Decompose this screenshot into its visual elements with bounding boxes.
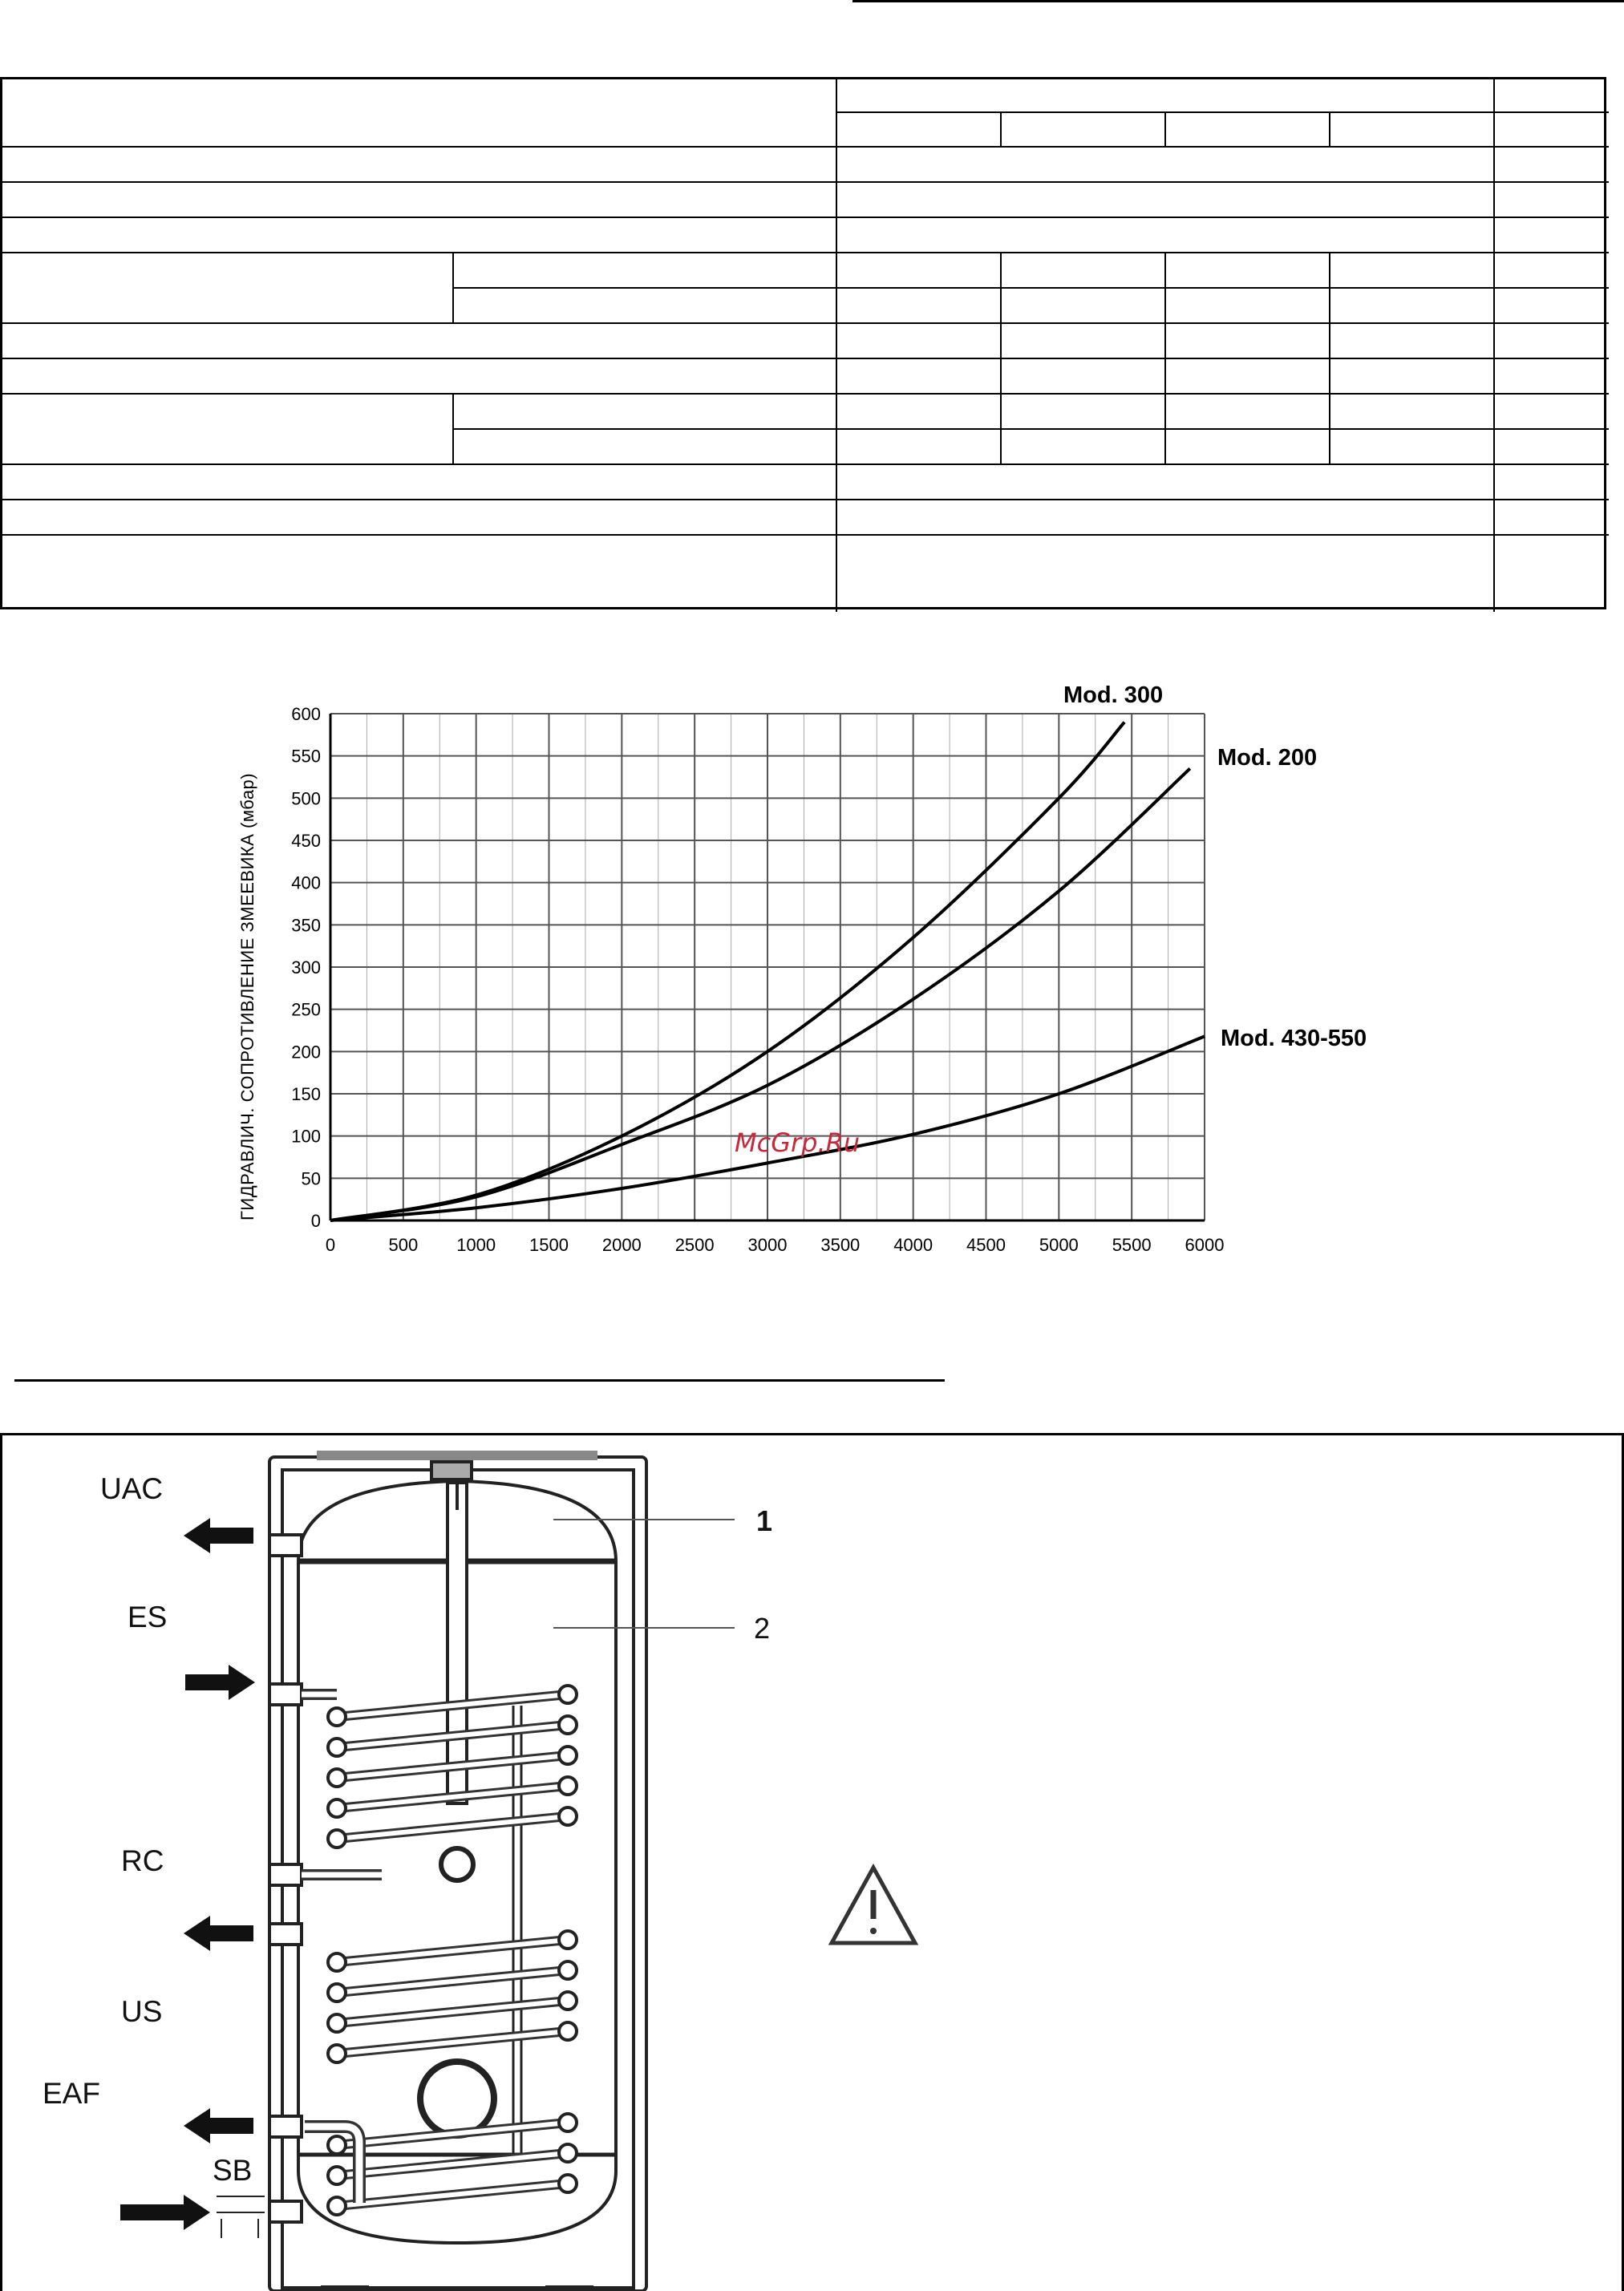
y-tick-label: 550 [291, 746, 321, 767]
header-rule [852, 0, 1624, 2]
arrow-out-us [184, 2108, 253, 2143]
arrow-in-eaf [120, 2195, 210, 2230]
chart-series-labels [1063, 682, 1367, 1051]
y-tick-label: 200 [291, 1042, 321, 1063]
x-tick-label: 5500 [1112, 1235, 1152, 1255]
hydraulic-resistance-chart [225, 674, 1411, 1283]
y-tick-label: 250 [291, 999, 321, 1020]
arrow-out-uac [184, 1518, 253, 1553]
x-tick-label: 1000 [456, 1235, 496, 1255]
x-tick-label: 5000 [1039, 1235, 1079, 1255]
y-tick-label: 500 [291, 788, 321, 809]
x-tick-label: 500 [388, 1235, 419, 1255]
label-uac: UAC [100, 1472, 164, 1505]
warning-icon [832, 1868, 915, 1943]
anode-rod [448, 1483, 467, 1803]
x-tick-label: 3500 [820, 1235, 861, 1255]
y-tick-label: 100 [291, 1126, 321, 1147]
y-tick-label: 300 [291, 957, 321, 978]
x-tick-label: 4000 [893, 1235, 933, 1255]
upper-coil [328, 1686, 577, 1848]
x-tick-label: 6000 [1185, 1235, 1225, 1255]
specs-table-grid [2, 79, 1609, 612]
series-label-mod-200: Mod. 200 [1217, 745, 1318, 771]
series-label-mod-430-550: Mod. 430-550 [1221, 1026, 1367, 1051]
label-us: US [121, 1995, 163, 2028]
x-tick-label: 1500 [529, 1235, 569, 1255]
specs-table [0, 77, 1606, 609]
arrow-in-es [185, 1665, 255, 1700]
y-tick-label: 350 [291, 915, 321, 936]
watermark-text: McGrp.Ru [735, 1127, 861, 1158]
boiler-diagram-frame [0, 1433, 1624, 2291]
label-sb: SB [213, 2154, 253, 2187]
x-tick-label: 2000 [601, 1235, 642, 1255]
y-tick-label: 600 [291, 704, 321, 724]
x-tick-label: 0 [325, 1235, 336, 1255]
middle-coil [328, 1931, 577, 2062]
y-tick-label: 50 [301, 1168, 321, 1189]
y-tick-label: 400 [291, 872, 321, 893]
x-tick-label: 2500 [674, 1235, 715, 1255]
y-axis-label: ГИДРАВЛИЧ. СОПРОТИВЛЕНИЕ ЗМЕЕВИКА (мбар) [237, 772, 257, 1220]
inspection-flange [420, 2062, 494, 2135]
y-tick-label: 0 [310, 1211, 321, 1231]
series-line-mod-300 [330, 723, 1124, 1220]
label-es: ES [128, 1601, 168, 1633]
arrow-out-rc [184, 1916, 253, 1951]
chart-tick-labels [291, 704, 1224, 1255]
label-rc: RC [121, 1844, 164, 1877]
callout-1: 1 [756, 1504, 773, 1537]
sensor-well [441, 1848, 473, 1880]
callout-2: 2 [754, 1612, 771, 1645]
y-tick-label: 150 [291, 1084, 321, 1104]
y-tick-label: 450 [291, 831, 321, 851]
x-tick-label: 3000 [747, 1235, 788, 1255]
label-eaf: EAF [43, 2077, 100, 2110]
series-label-mod-300: Mod. 300 [1063, 682, 1164, 708]
x-tick-label: 4500 [966, 1235, 1006, 1255]
section-rule [14, 1379, 945, 1382]
